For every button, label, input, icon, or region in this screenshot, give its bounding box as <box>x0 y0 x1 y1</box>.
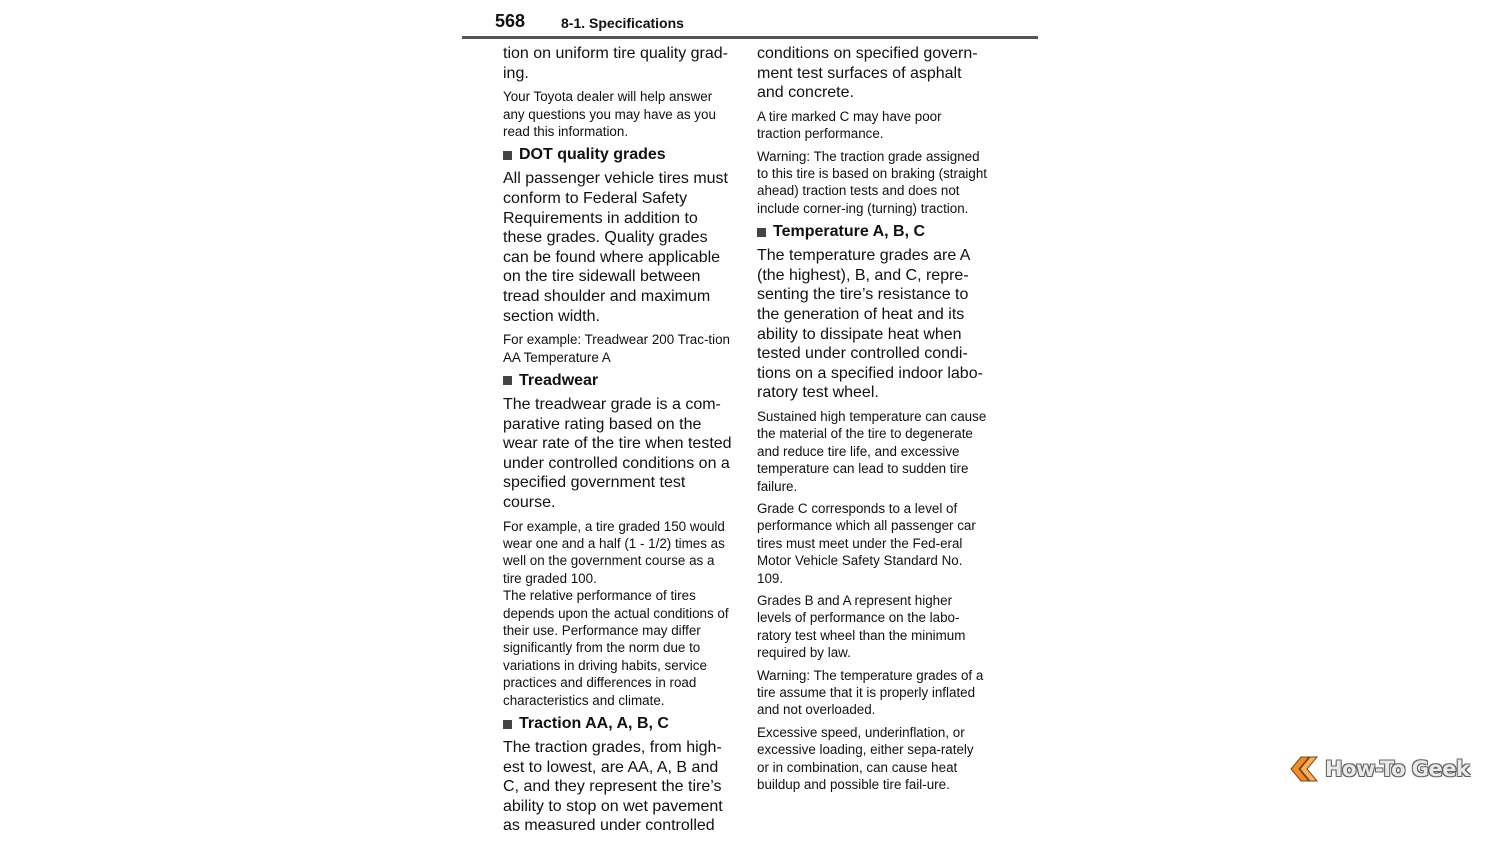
paragraph: tion on uniform tire quality grad-ing. <box>503 45 728 82</box>
paragraph: The traction grades, from high-est to lowest, are AA, A, B and C, and they represent the tire’s ability to stop on wet pavement as measured under controlled <box>503 739 723 835</box>
paragraph: Sustained high temperature can cause the material of the tire to degenerate and reduce tire life, and excessive temperature can lead to sudden tire failure. <box>757 408 987 494</box>
paragraph: For example: Treadwear 200 Trac-tion AA Temperature A <box>503 332 730 365</box>
heading-text: Treadwear <box>519 371 599 389</box>
htg-chevron-logo-icon <box>1289 755 1319 783</box>
heading-text: DOT quality grades <box>519 146 666 164</box>
heading-text: Temperature A, B, C <box>773 223 926 241</box>
paragraph: Warning: The traction grade assigned to this tire is based on braking (straight ahead) traction tests and does not include corner-ing (turning) traction. <box>757 148 987 216</box>
watermark-logo <box>1289 755 1470 783</box>
paragraph: Warning: The temperature grades of a tire assume that it is properly inflated and not overloaded. <box>757 667 984 718</box>
heading-temperature <box>757 222 989 242</box>
heading-treadwear <box>503 371 735 391</box>
paragraph: All passenger vehicle tires must conform to Federal Safety Requirements in addition to these grades. Quality grades can be found where applicable on the tire sidewall between tread shoulder and maximum section width. <box>503 170 728 325</box>
square-bullet-icon <box>503 376 512 385</box>
paragraph: For example, a tire graded 150 would wear one and a half (1 - 1/2) times as well on the government course as a tire graded 100. <box>503 518 725 586</box>
left-column <box>503 44 735 841</box>
paragraph: Your Toyota dealer will help answer any questions you may have as you read this information. <box>503 89 716 139</box>
heading-dot-quality-grades <box>503 145 735 165</box>
paragraph: Grades B and A represent higher levels of performance on the labo-ratory test wheel than the minimum required by law. <box>757 593 966 661</box>
page-number: 568 <box>495 11 526 31</box>
header-rule <box>462 36 1038 39</box>
heading-traction <box>503 714 735 734</box>
section-title: 8-1. Specifications <box>561 15 684 31</box>
paragraph: The relative performance of tires depends upon the actual conditions of their use. Performance may differ significantly from the norm due to variations in driving habits, service practices and differences in road characteristics and climate. <box>503 588 729 708</box>
paragraph: conditions on specified govern-ment test surfaces of asphalt and concrete. <box>757 45 978 102</box>
watermark-text: How-To Geek <box>1325 757 1470 781</box>
paragraph: A tire marked C may have poor traction performance. <box>757 108 942 142</box>
heading-text: Traction AA, A, B, C <box>519 715 669 732</box>
paragraph: The treadwear grade is a com-parative rating based on the wear rate of the tire when tested under controlled conditions on a specified government test course. <box>503 395 732 511</box>
right-column <box>757 44 989 799</box>
square-bullet-icon <box>503 720 512 729</box>
square-bullet-icon <box>503 151 512 160</box>
paragraph: The temperature grades are A (the highest), B, and C, repre-senting the tire’s resistance to the generation of heat and its ability to dissipate heat when tested under controlled condi-tions on a specified indoor labo-ratory test wheel. <box>757 247 983 402</box>
square-bullet-icon <box>757 228 766 237</box>
paragraph: Grade C corresponds to a level of performance which all passenger car tires must meet under the Fed-eral Motor Vehicle Safety Standard No. 109. <box>757 501 976 586</box>
paragraph: Excessive speed, underinflation, or excessive loading, either sepa-rately or in combination, can cause heat buildup and possible tire fail-ure. <box>757 724 974 793</box>
